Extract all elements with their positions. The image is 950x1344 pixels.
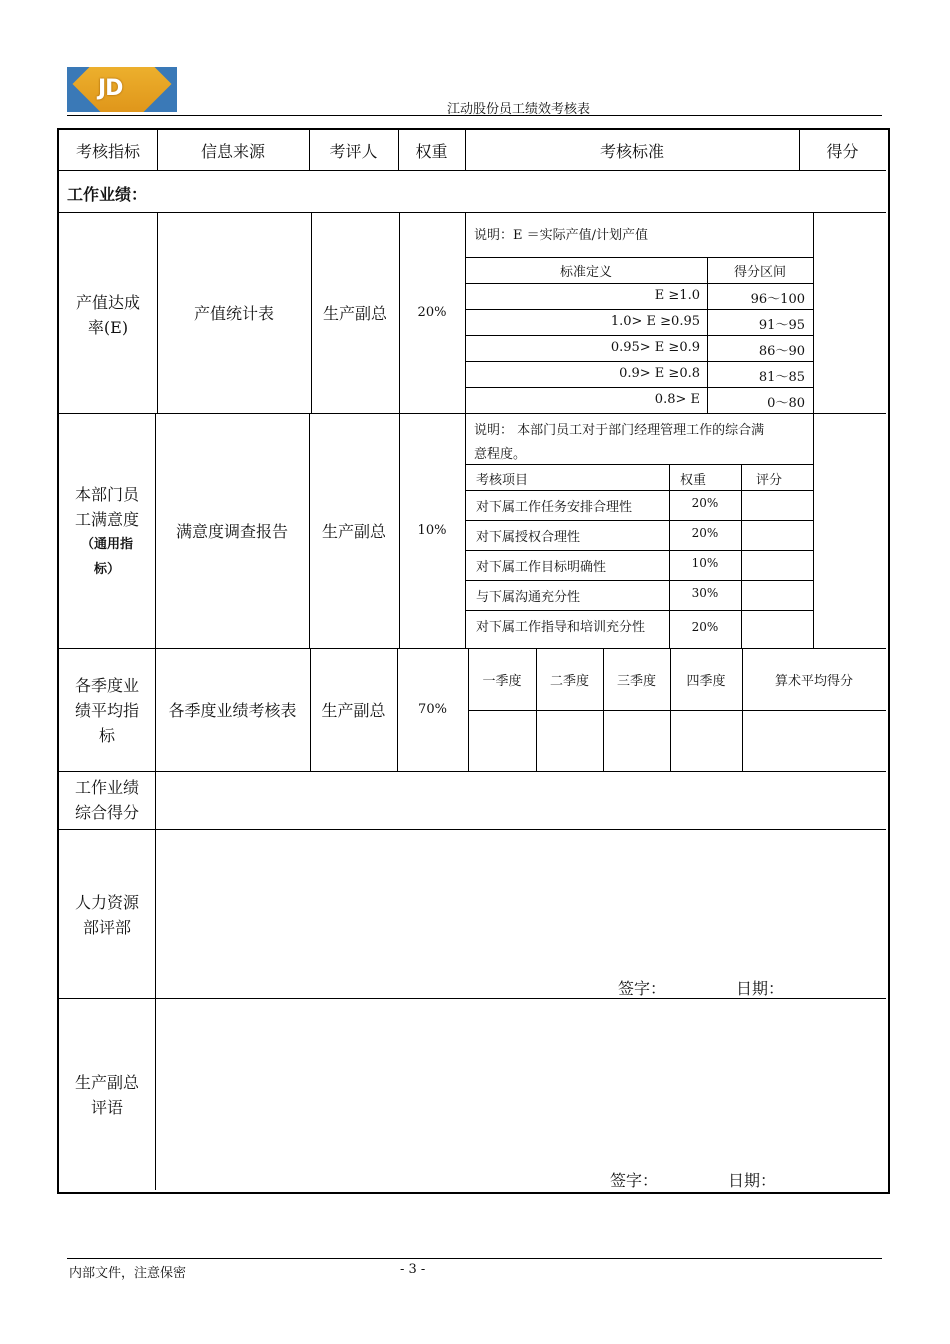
weight-satisfaction: 10% [417,523,447,538]
source-output: 产值统计表 [193,304,274,323]
sat-item-4: 与下属沟通充分性 [476,590,581,605]
header-divider [67,115,882,116]
row-divider [59,170,886,171]
weight-output: 20% [417,305,447,320]
indicator-quarterly: 各季度业 绩平均指 标 [74,676,139,745]
evaluator-quarterly: 生产副总 [321,701,386,720]
sat-weight-4: 30% [691,586,719,600]
indicator-output-rate: 产值达成 率(E) [75,293,140,337]
header-score: 得分 [826,141,859,161]
vp-comments-label: 生产副总 评语 [74,1073,139,1117]
std-def-4: 0.9> E ≥0.8 [619,366,700,381]
sat-item-5: 对下属工作指导和培训充分性 [476,620,646,635]
satisfaction-note-2: 意程度。 [474,447,527,462]
sat-item-2: 对下属授权合理性 [476,530,581,545]
sat-item-1: 对下属工作任务安排合理性 [476,500,633,515]
sat-weight-2: 20% [691,526,719,540]
hr-date-label: 日期： [736,979,785,998]
vp-date-label: 日期： [728,1171,777,1190]
section-title: 工作业绩： [67,185,148,204]
footer-divider [67,1258,882,1259]
quarter-2: 二季度 [549,673,589,689]
header-indicator: 考核指标 [75,141,140,161]
std-def-3: 0.95> E ≥0.9 [610,340,700,355]
std-range-3: 86～90 [758,344,805,359]
std-def-1: E ≥1.0 [654,288,700,303]
std-def-5: 0.8> E [654,392,700,407]
composite-score-label: 工作业绩 综合得分 [74,778,139,822]
indicator-satisfaction: 本部门员 工满意度 （通用指 标） [74,485,139,577]
sat-weight-5: 20% [691,620,719,634]
col-standard-def: 标准定义 [559,264,612,280]
header-evaluator: 考评人 [329,141,378,161]
std-range-2: 91～95 [758,318,805,333]
hr-signature-label: 签字： [618,979,667,998]
header-source: 信息来源 [200,141,265,161]
std-def-2: 1.0> E ≥0.95 [610,314,700,329]
document-title: 江动股份员工绩效考核表 [447,102,591,117]
source-quarterly: 各季度业绩考核表 [168,701,297,720]
quarter-4: 四季度 [686,673,726,689]
col-weight: 权重 [680,473,707,488]
col-rating: 评分 [756,473,783,488]
confidential-note: 内部文件，注意保密 [69,1266,187,1281]
std-range-5: 0～80 [767,396,805,411]
evaluator-output: 生产副总 [322,304,387,323]
sat-weight-3: 10% [691,556,719,570]
std-range-1: 96～100 [750,292,805,307]
source-satisfaction: 满意度调查报告 [175,522,288,541]
hr-review-label: 人力资源 部评部 [74,893,139,937]
header-standard: 考核标准 [599,141,664,161]
quarter-1: 一季度 [482,673,522,689]
quarter-3: 三季度 [616,673,656,689]
logo-mark: JD [98,76,123,101]
sat-item-3: 对下属工作目标明确性 [476,560,607,575]
col-item: 考核项目 [476,473,529,488]
satisfaction-note-1: 说明： 本部门员工对于部门经理管理工作的综合满 [474,423,765,438]
evaluator-satisfaction: 生产副总 [321,522,386,541]
company-logo [67,67,177,112]
sat-weight-1: 20% [691,496,719,510]
weight-quarterly: 70% [418,702,447,717]
page-number: - 3 - [400,1262,426,1277]
vp-signature-label: 签字： [610,1171,659,1190]
header-weight: 权重 [415,141,448,161]
output-note: 说明：E ＝实际产值/计划产值 [474,228,649,243]
std-range-4: 81～85 [758,370,805,385]
col-score-range: 得分区间 [733,264,786,280]
average-score-label: 算术平均得分 [774,673,853,689]
